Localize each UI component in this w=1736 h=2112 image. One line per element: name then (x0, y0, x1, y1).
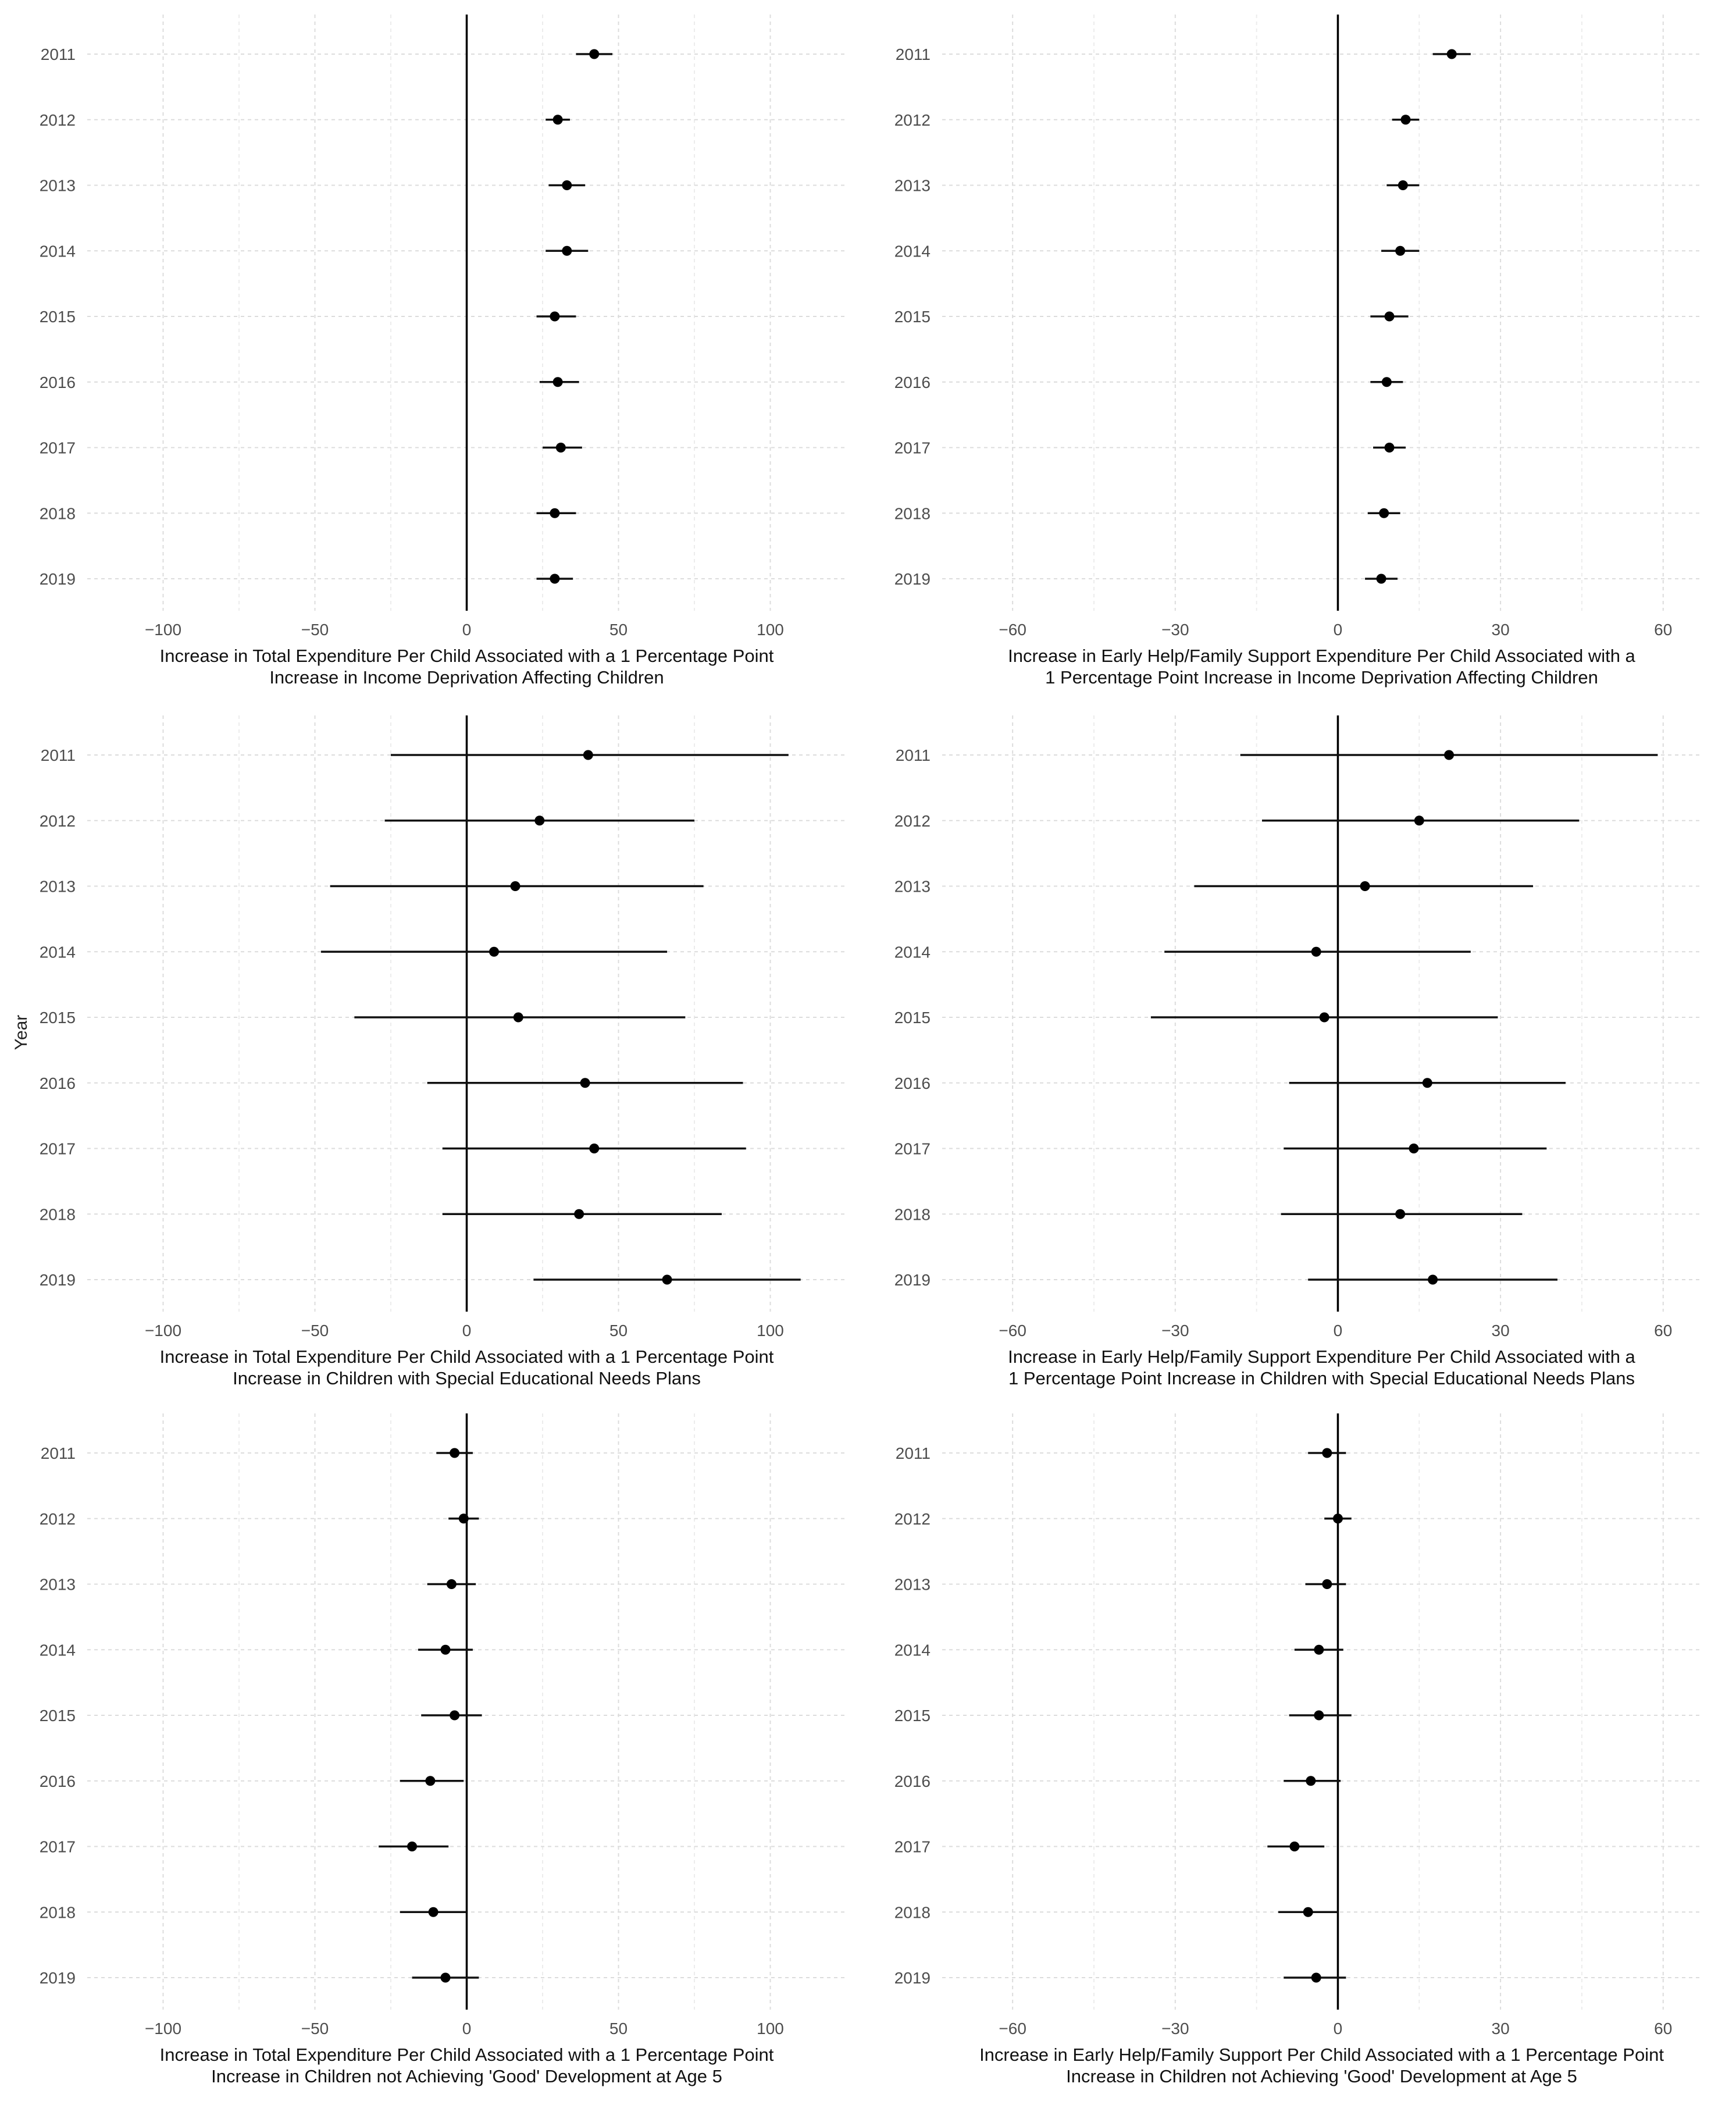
point-estimate (440, 1973, 450, 1983)
y-tick-label: 2011 (895, 746, 931, 764)
point-estimate (450, 1448, 459, 1458)
y-tick-label: 2012 (894, 111, 931, 129)
x-axis-label: Increase in Early Help/Family Support Expenditure Per Child Associated with a (1008, 646, 1635, 666)
y-tick-label: 2015 (39, 308, 76, 326)
y-tick-label: 2011 (40, 45, 76, 63)
y-tick-label: 2019 (39, 570, 76, 588)
y-tick-label: 2014 (894, 1641, 931, 1659)
y-tick-label: 2012 (39, 1509, 76, 1528)
point-estimate (1385, 312, 1395, 322)
y-tick-label: 2017 (894, 439, 931, 457)
y-tick-label: 2011 (895, 45, 931, 63)
point-estimate (1306, 1776, 1316, 1786)
point-estimate (1395, 246, 1405, 256)
x-tick-label: 60 (1654, 2020, 1673, 2038)
panel-2 (894, 15, 1701, 688)
y-tick-label: 2012 (39, 811, 76, 830)
panel-6 (894, 1413, 1701, 2086)
shared-y-axis-label-container (5, 1015, 40, 1050)
point-estimate (407, 1842, 417, 1851)
y-tick-label: 2019 (894, 1969, 931, 1987)
point-estimate (1447, 49, 1457, 59)
x-axis-label: Increase in Early Help/Family Support Per Child Associated with a 1 Percentage Point (979, 2045, 1664, 2065)
x-tick-label: 50 (609, 1322, 628, 1340)
y-tick-label: 2011 (40, 746, 76, 764)
y-tick-label: 2012 (894, 811, 931, 830)
point-estimate (1360, 881, 1370, 891)
x-axis-label: Increase in Income Deprivation Affecting Children (269, 667, 664, 688)
point-estimate (574, 1209, 584, 1219)
y-tick-label: 2016 (39, 1772, 76, 1790)
point-estimate (534, 815, 544, 825)
y-tick-label: 2016 (39, 1074, 76, 1092)
point-estimate (1423, 1078, 1432, 1088)
y-tick-label: 2017 (894, 1837, 931, 1856)
x-tick-label: −60 (999, 621, 1026, 639)
x-axis-label: 1 Percentage Point Increase in Children with Special Educational Needs Plans (1008, 1368, 1635, 1388)
x-tick-label: 0 (1333, 2020, 1343, 2038)
point-estimate (1398, 180, 1408, 190)
x-tick-label: 100 (757, 1322, 784, 1340)
y-tick-label: 2011 (895, 1444, 931, 1462)
y-tick-label: 2017 (39, 1837, 76, 1856)
point-estimate (1322, 1579, 1332, 1589)
y-tick-label: 2012 (894, 1509, 931, 1528)
point-estimate (550, 312, 559, 322)
x-tick-label: −30 (1161, 2020, 1189, 2038)
point-estimate (1303, 1907, 1313, 1917)
point-estimate (583, 750, 593, 760)
x-tick-label: −50 (301, 1322, 329, 1340)
point-estimate (556, 443, 566, 453)
point-estimate (1444, 750, 1454, 760)
y-tick-label: 2017 (39, 439, 76, 457)
panel-3 (40, 715, 846, 1388)
point-estimate (589, 1144, 599, 1153)
panel-4 (894, 715, 1701, 1388)
x-tick-label: −50 (301, 2020, 329, 2038)
point-estimate (553, 115, 563, 124)
point-estimate (1379, 508, 1389, 518)
panel-5 (40, 1413, 846, 2086)
y-tick-label: 2014 (39, 242, 76, 261)
point-estimate (489, 947, 499, 957)
x-tick-label: 50 (609, 621, 628, 639)
x-axis-label: Increase in Early Help/Family Support Expenditure Per Child Associated with a (1008, 1347, 1635, 1367)
point-estimate (440, 1645, 450, 1655)
x-tick-label: 60 (1654, 1322, 1673, 1340)
y-tick-label: 2015 (39, 1009, 76, 1027)
point-estimate (1377, 574, 1386, 584)
point-estimate (1311, 1973, 1321, 1983)
y-tick-label: 2014 (894, 242, 931, 261)
point-estimate (550, 574, 559, 584)
y-tick-label: 2016 (894, 373, 931, 391)
point-estimate (1322, 1448, 1332, 1458)
x-tick-label: 100 (757, 2020, 784, 2038)
y-tick-label: 2016 (39, 373, 76, 391)
x-tick-label: 0 (462, 1322, 472, 1340)
point-estimate (1428, 1275, 1438, 1285)
y-tick-label: 2018 (894, 504, 931, 523)
point-estimate (562, 246, 572, 256)
point-estimate (662, 1275, 672, 1285)
y-tick-label: 2016 (894, 1074, 931, 1092)
x-axis-label: Increase in Total Expenditure Per Child Associated with a 1 Percentage Point (159, 1347, 774, 1367)
x-tick-label: −100 (144, 621, 182, 639)
x-tick-label: −30 (1161, 1322, 1189, 1340)
y-tick-label: 2018 (39, 504, 76, 523)
y-tick-label: 2019 (894, 570, 931, 588)
x-tick-label: −100 (144, 2020, 182, 2038)
y-tick-label: 2013 (894, 877, 931, 896)
y-tick-label: 2018 (39, 1903, 76, 1922)
point-estimate (1400, 115, 1410, 124)
y-tick-label: 2013 (894, 1575, 931, 1594)
point-estimate (1333, 1513, 1343, 1523)
point-estimate (511, 881, 521, 891)
point-estimate (459, 1513, 469, 1523)
point-estimate (562, 180, 572, 190)
point-estimate (429, 1907, 439, 1917)
y-tick-label: 2012 (39, 111, 76, 129)
y-tick-label: 2014 (39, 1641, 76, 1659)
x-tick-label: −100 (144, 1322, 182, 1340)
y-tick-label: 2018 (894, 1903, 931, 1922)
x-tick-label: 50 (609, 2020, 628, 2038)
y-tick-label: 2013 (39, 1575, 76, 1594)
point-estimate (425, 1776, 435, 1786)
x-tick-label: −60 (999, 1322, 1026, 1340)
y-tick-label: 2018 (894, 1205, 931, 1224)
y-tick-label: 2013 (894, 176, 931, 195)
y-tick-label: 2013 (39, 877, 76, 896)
x-tick-label: 100 (757, 621, 784, 639)
y-tick-label: 2016 (894, 1772, 931, 1790)
x-tick-label: 30 (1491, 2020, 1510, 2038)
point-estimate (1320, 1013, 1329, 1023)
panel-1 (40, 15, 846, 688)
y-tick-label: 2014 (39, 943, 76, 961)
x-axis-label: 1 Percentage Point Increase in Income Deprivation Affecting Children (1045, 667, 1598, 688)
y-tick-label: 2011 (40, 1444, 76, 1462)
point-estimate (1314, 1645, 1324, 1655)
point-estimate (1314, 1711, 1324, 1721)
point-estimate (447, 1579, 457, 1589)
y-tick-label: 2014 (894, 943, 931, 961)
shared-y-axis-label: Year (11, 1015, 31, 1050)
x-tick-label: 0 (462, 2020, 472, 2038)
point-estimate (450, 1711, 459, 1721)
y-tick-label: 2015 (894, 308, 931, 326)
point-estimate (1385, 443, 1395, 453)
x-tick-label: 30 (1491, 1322, 1510, 1340)
x-tick-label: 0 (1333, 621, 1343, 639)
y-tick-label: 2015 (39, 1707, 76, 1725)
x-axis-label: Increase in Children with Special Educational Needs Plans (233, 1368, 701, 1388)
point-estimate (553, 377, 563, 387)
y-tick-label: 2019 (894, 1271, 931, 1289)
point-estimate (1395, 1209, 1405, 1219)
y-tick-label: 2017 (894, 1139, 931, 1158)
point-estimate (514, 1013, 523, 1023)
y-tick-label: 2019 (39, 1271, 76, 1289)
y-tick-label: 2017 (39, 1139, 76, 1158)
y-tick-label: 2018 (39, 1205, 76, 1224)
y-tick-label: 2015 (894, 1009, 931, 1027)
x-tick-label: −60 (999, 2020, 1026, 2038)
x-tick-label: −30 (1161, 621, 1189, 639)
y-tick-label: 2013 (39, 176, 76, 195)
point-estimate (550, 508, 559, 518)
x-axis-label: Increase in Total Expenditure Per Child Associated with a 1 Percentage Point (159, 2045, 774, 2065)
point-estimate (580, 1078, 590, 1088)
point-estimate (1311, 947, 1321, 957)
x-axis-label: Increase in Total Expenditure Per Child Associated with a 1 Percentage Point (159, 646, 774, 666)
x-tick-label: 0 (462, 621, 472, 639)
x-axis-label: Increase in Children not Achieving 'Good' Development at Age 5 (211, 2066, 722, 2086)
point-estimate (1414, 815, 1424, 825)
point-estimate (1382, 377, 1392, 387)
point-estimate (1289, 1842, 1299, 1851)
y-tick-label: 2015 (894, 1707, 931, 1725)
y-tick-label: 2019 (39, 1969, 76, 1987)
x-tick-label: 30 (1491, 621, 1510, 639)
x-tick-label: −50 (301, 621, 329, 639)
point-estimate (1409, 1144, 1418, 1153)
x-tick-label: 0 (1333, 1322, 1343, 1340)
x-tick-label: 60 (1654, 621, 1673, 639)
point-estimate (589, 49, 599, 59)
x-axis-label: Increase in Children not Achieving 'Good' Development at Age 5 (1066, 2066, 1577, 2086)
